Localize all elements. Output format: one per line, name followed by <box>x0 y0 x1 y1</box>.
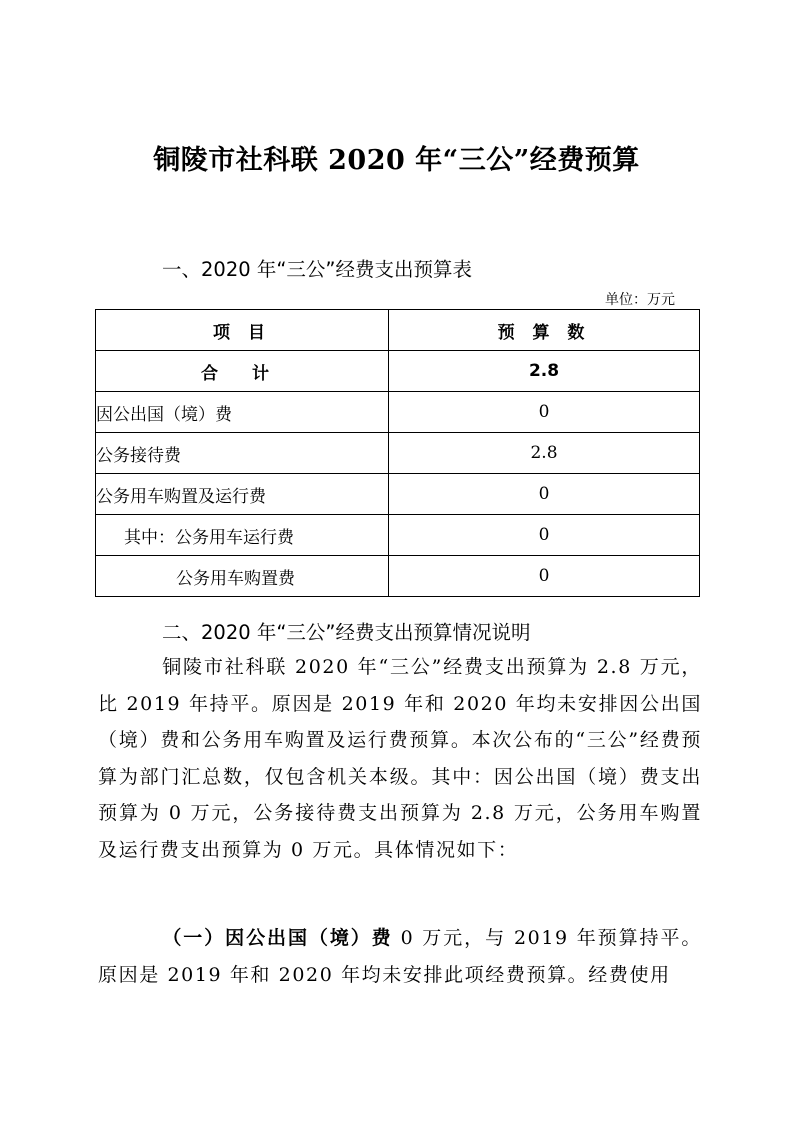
table-row <box>96 392 700 433</box>
body-paragraph-1 <box>98 649 702 868</box>
paragraph-2-heading: （一）因公出国（境）费 <box>162 927 393 949</box>
row-value: 0 <box>389 556 700 597</box>
page-title: 铜陵市社科联 2020 年“三公”经费预算 <box>153 145 640 176</box>
row-value: 0 <box>389 392 700 433</box>
row-name: 公务用车购置费 <box>96 556 389 597</box>
table-header-row <box>96 310 700 351</box>
unit-label: 单位：万元 <box>605 292 675 308</box>
paragraph-2-text: 0 万元，与 2019 年预算持平。原因是 2019 年和 2020 年均未安排此项经费预算。经费使用 <box>98 927 702 986</box>
row-name: 其中：公务用车运行费 <box>96 515 389 556</box>
table-row <box>96 515 700 556</box>
header-item: 项 目 <box>96 310 389 351</box>
header-amount: 预 算 数 <box>389 310 700 351</box>
table-row <box>96 433 700 474</box>
paragraph-1-text: 铜陵市社科联 2020 年“三公”经费支出预算为 2.8 万元，比 2019 年持平。原因是 2019 年和 2020 年均未安排因公出国（境）费和公务用车购置及运行费预算。本次公布的“三公”经费预算为部门汇总数，仅包含机关本级。其中：因公出国（境）费支出预算为 0 万元，公务接待费支出预算为 2.8 万元，公务用车购置及运行费支出预算为 0 万元。具体情况如下： <box>98 656 702 861</box>
total-value: 2.8 <box>389 351 700 392</box>
body-paragraph-2 <box>98 920 702 993</box>
table-row <box>96 474 700 515</box>
section-1-heading: 一、2020 年“三公”经费支出预算表 <box>162 258 473 281</box>
row-name: 因公出国（境）费 <box>96 392 389 433</box>
table-total-row <box>96 351 700 392</box>
row-name: 公务用车购置及运行费 <box>96 474 389 515</box>
budget-table <box>95 309 700 597</box>
row-value: 0 <box>389 474 700 515</box>
row-value: 0 <box>389 515 700 556</box>
row-value: 2.8 <box>389 433 700 474</box>
total-label: 合 计 <box>96 351 389 392</box>
row-name: 公务接待费 <box>96 433 389 474</box>
section-2-heading: 二、2020 年“三公”经费支出预算情况说明 <box>162 621 531 644</box>
table-row <box>96 556 700 597</box>
